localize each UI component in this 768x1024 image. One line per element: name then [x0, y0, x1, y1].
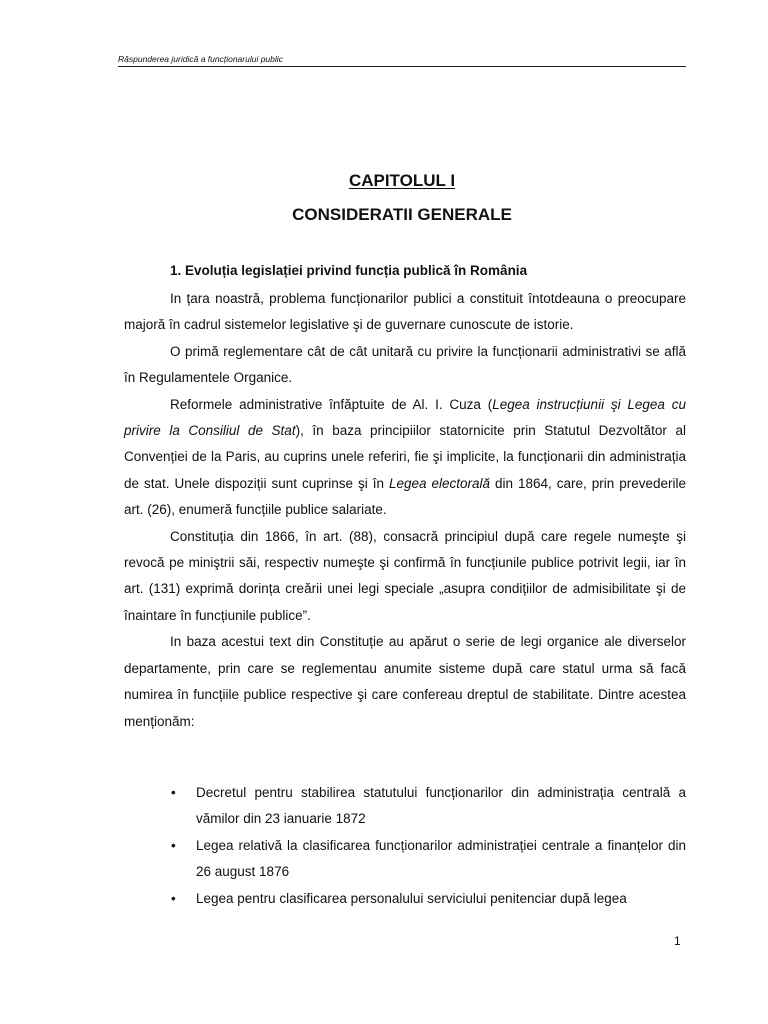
paragraph-3-italic-electoral-law: Legea electorală: [388, 475, 490, 491]
law-list: [124, 780, 686, 912]
paragraph-5: In baza acestui text din Constituție au apărut o serie de legi organice ale diverselor departamente, prin care se reglementau anumite sisteme după care statul urma să facă numirea în funcțiile publice respective şi care confereau dreptul de stabilitate. Dintre acestea menționăm:: [124, 634, 686, 729]
chapter-number: CAPITOLUL I: [348, 171, 456, 190]
body-text: [124, 286, 686, 735]
page-number: 1: [674, 934, 681, 948]
bullet-icon: •: [171, 890, 176, 906]
chapter-title: CONSIDERATII GENERALE: [292, 205, 512, 224]
paragraph-4: Constituția din 1866, în art. (88), consacră principiul după care regele numeşte şi revocă pe miniştrii săi, respectiv numeşte şi confirmă în funcțiunile publice potrivit legii, iar în art. (131) exprimă dorința creării unei legi speciale „asupra condițiilor de admisibilitate şi de înaintare în funcțiunile publice”.: [124, 528, 686, 623]
paragraph-3-italic-law-titles: Legea instrucțiunii şi Legea cu privire la Consiliul de Stat: [124, 396, 686, 439]
list-item: [124, 886, 686, 912]
paragraph-3: [124, 392, 686, 524]
list-item-text: Legea pentru clasificarea personalului serviciului penitenciar după legea: [196, 890, 627, 906]
list-item-text: Decretul pentru stabilirea statutului funcționarilor din administrația centrală a vămilor din 23 ianuarie 1872: [196, 785, 686, 827]
paragraph-2: O primă reglementare cât de cât unitară cu privire la funcționarii administrativi se află în Regulamentele Organice.: [124, 343, 686, 386]
paragraph-3-text-a: Reformele administrative înfăptuite de Al. I. Cuza (: [170, 396, 493, 412]
list-item-text: Legea relativă la clasificarea funcționarilor administrației centrale a finanțelor din 26 august 1876: [196, 837, 686, 880]
list-item: [124, 780, 686, 833]
list-item: [124, 833, 686, 886]
paragraph-1: In țara noastră, problema funcționarilor publici a constituit întotdeauna o preocupare majoră în cadrul sistemelor legislative şi de guvernare cunoscute de istorie.: [124, 291, 686, 333]
paragraph-3-text-b: ), în baza principiilor statornicite prin Statutul Dezvoltător al Convenției de la Paris, au cuprins unele referiri, fie şi implicite, la funcționarii din administrația de stat. Unele dispoziții sunt cuprinse şi în: [124, 423, 686, 491]
running-header: Răspunderea juridică a funcționarului public: [118, 54, 686, 67]
section-heading: 1. Evoluția legislației privind funcția publică în România: [170, 263, 528, 278]
paragraph-3-text-c: din 1864, care, prin prevederile art. (26), enumeră funcțiile publice salariate.: [124, 475, 686, 518]
bullet-icon: •: [171, 785, 176, 800]
bullet-icon: •: [171, 837, 176, 853]
